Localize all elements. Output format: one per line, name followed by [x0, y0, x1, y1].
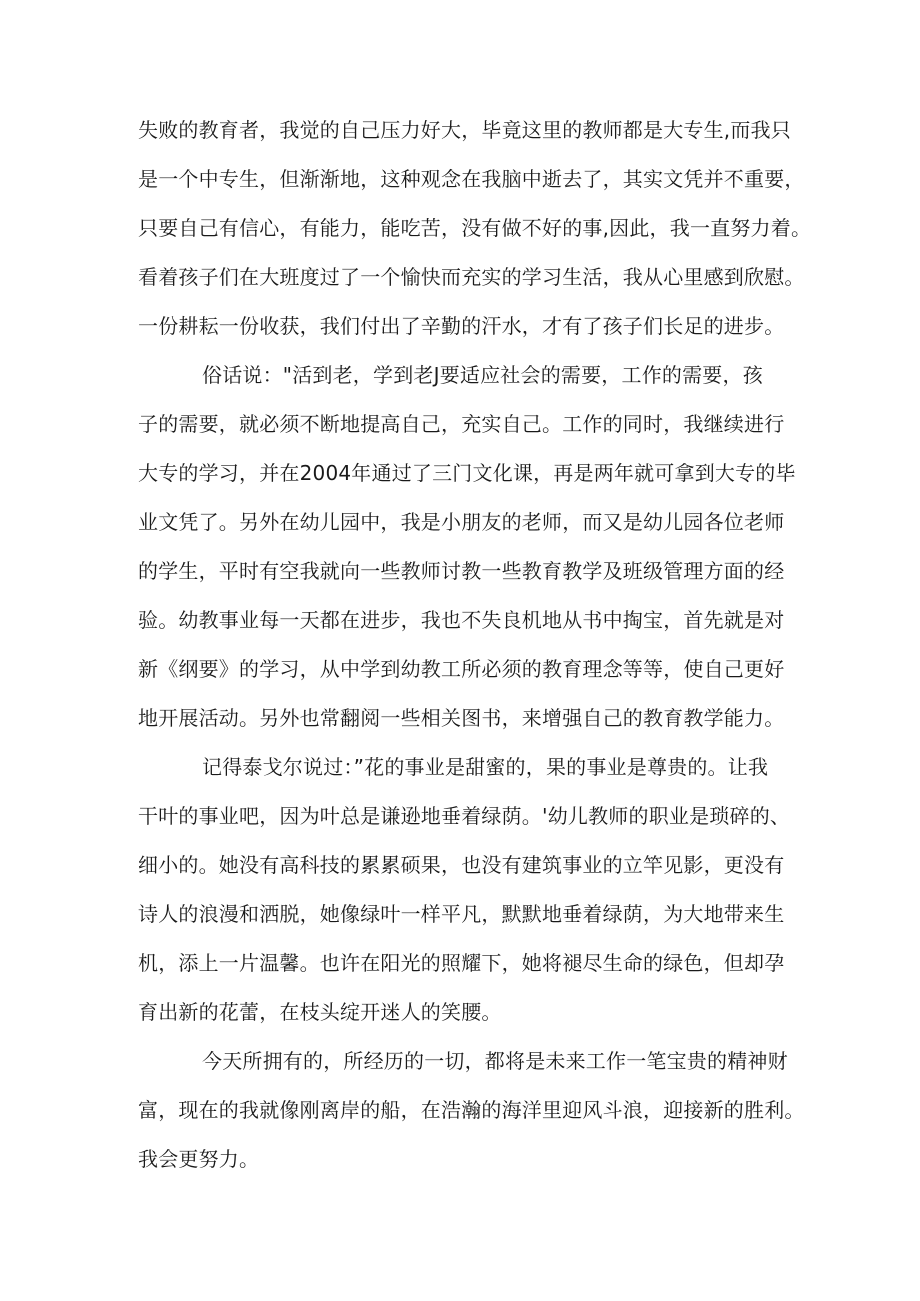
body-line: 育出新的花蕾，在枝头绽开迷人的笑腰。 — [138, 1000, 502, 1024]
body-line: 记得泰戈尔说过：”花的事业是甜蜜的，果的事业是尊贵的。让我 — [202, 755, 769, 779]
body-line: 地开展活动。另外也常翻阅一些相关图书，来增强自己的教育教学能力。 — [138, 706, 785, 730]
body-line: 新《纲要》的学习，从中学到幼教工所必须的教育理念等等，使自己更好 — [138, 657, 785, 681]
body-line: 机，添上一片温馨。也许在阳光的照耀下，她将褪尽生命的绿色，但却孕 — [138, 951, 785, 975]
body-line: 今天所拥有的，所经历的一切，都将是未来工作一笔宝贵的精神财 — [202, 1049, 788, 1073]
body-line: 子的需要，就必须不断地提高自己，充实自己。工作的同时，我继续进行 — [138, 412, 785, 436]
body-line: 诗人的浪漫和洒脱，她像绿叶一样平凡，默默地垂着绿荫，为大地带来生 — [138, 902, 785, 926]
body-line: 一份耕耘一份收获，我们付出了辛勤的汗水，才有了孩子们长足的进步。 — [138, 314, 785, 338]
body-line: 是一个中专生，但渐渐地，这种观念在我脑中逝去了，其实文凭并不重要， — [138, 167, 805, 191]
body-line: 验。幼教事业每一天都在进步，我也不失良机地从书中掏宝，首先就是对 — [138, 608, 785, 632]
body-line: 干叶的事业吧，因为叶总是谦逊地垂着绿荫。'幼儿教师的职业是琐碎的、 — [138, 804, 791, 828]
body-line: 大专的学习，并在2004年通过了三门文化课，再是两年就可拿到大专的毕 — [138, 461, 796, 485]
body-line: 看着孩子们在大班度过了一个愉快而充实的学习生活，我从心里感到欣慰。 — [138, 265, 805, 289]
body-line: 细小的。她没有高科技的累累硕果，也没有建筑事业的立竿见影，更没有 — [138, 853, 785, 877]
body-line: 富，现在的我就像刚离岸的船，在浩瀚的海洋里迎风斗浪，迎接新的胜利。 — [138, 1098, 805, 1122]
body-line: 的学生，平时有空我就向一些教师讨教一些教育教学及班级管理方面的经 — [138, 559, 785, 583]
body-line: 只要自己有信心，有能力，能吃苦，没有做不好的事,因此，我一直努力着。 — [138, 216, 812, 240]
body-line: 失败的教育者，我觉的自己压力好大，毕竟这里的教师都是大专生,而我只 — [138, 118, 791, 142]
body-line: 我会更努力。 — [138, 1147, 260, 1171]
body-line: 俗话说："活到老，学到老J要适应社会的需要，工作的需要，孩 — [202, 363, 763, 387]
body-line: 业文凭了。另外在幼儿园中，我是小朋友的老师，而又是幼儿园各位老师 — [138, 510, 785, 534]
